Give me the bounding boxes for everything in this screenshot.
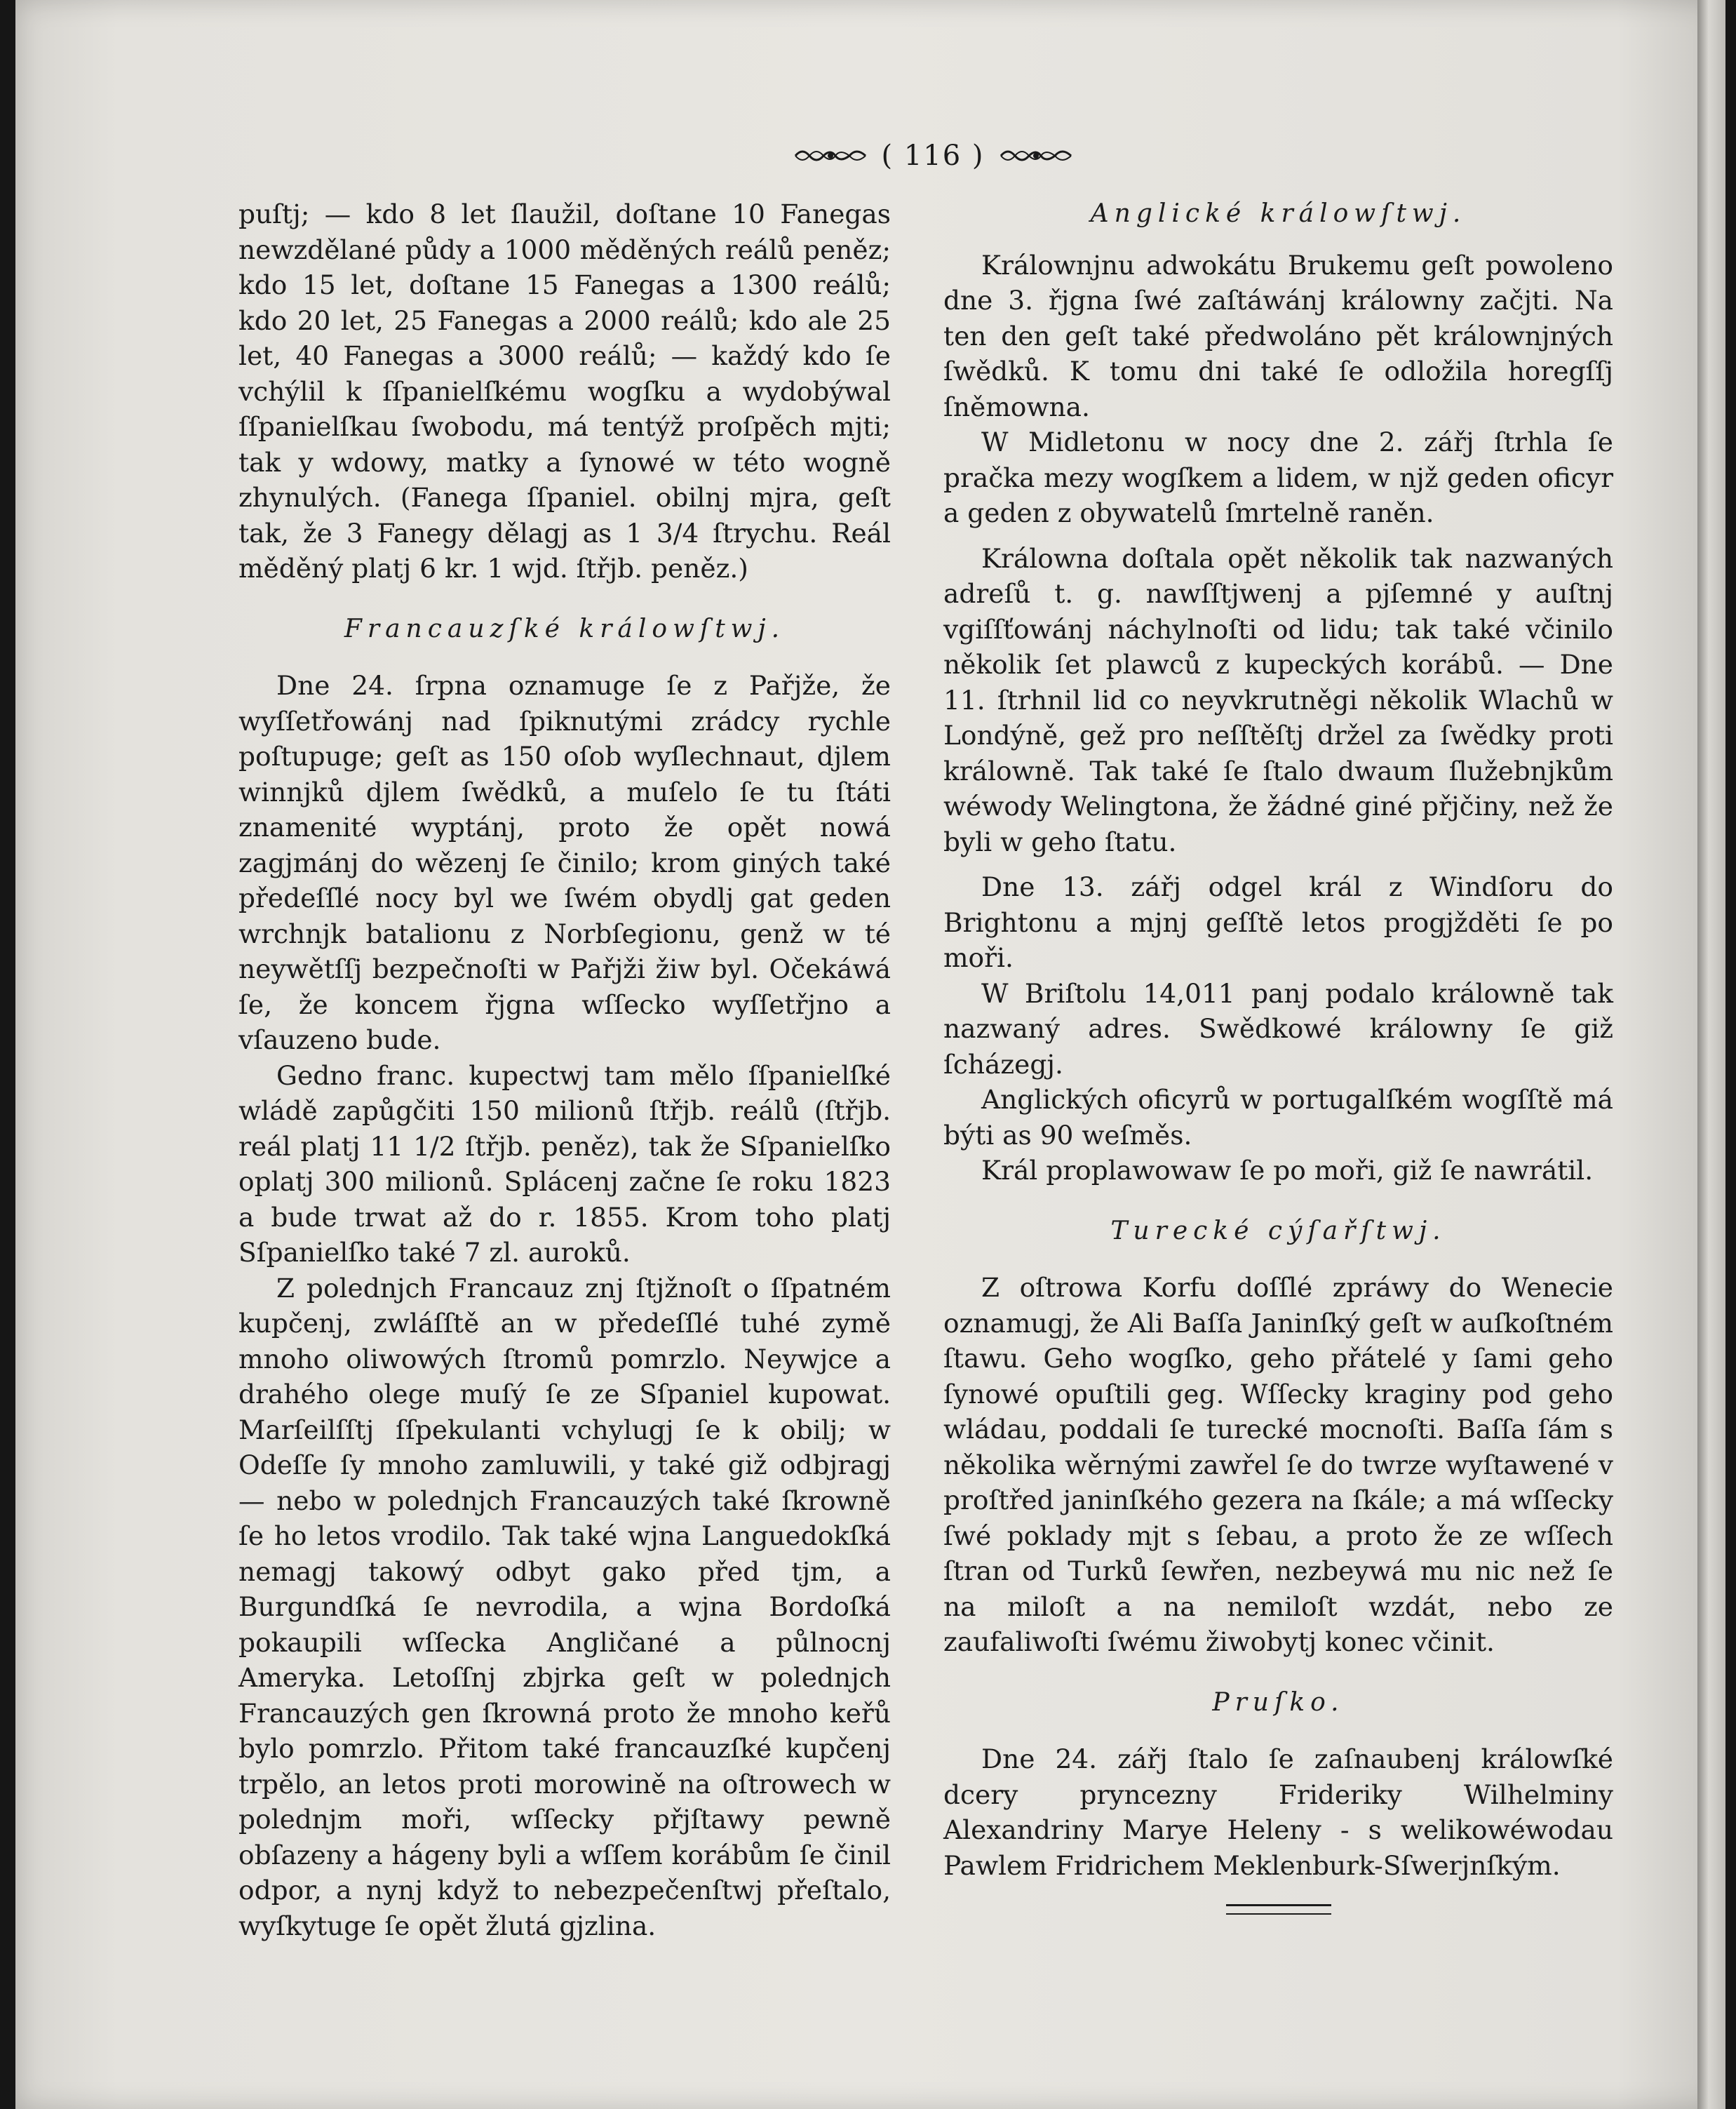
paragraph: Anglických oficyrů w portugalſkém wogſſtě má býti as 90 weſměs. (943, 1084, 1613, 1151)
paragraph: puſtj; — kdo 8 let ſlaužil, doſtane 10 Fanegas newzdělané půdy a 1000 měděných reálů peněz; kdo 15 let, doſtane 15 Fanegas a 1300 reálů; kdo 20 let, 25 Fanegas a 2000 reálů; kdo ale 25 let, 40 Fanegas a 3000 reálů; — každý kdo ſe vchýlil k ſſpanielſkému wogſku a wydobýwal ſſpanielſkau ſwobodu, má tentýž proſpěch mjti; tak y wdowy, matky a ſynowé w této wogně zhynulých. (Fanega ſſpaniel. obilnj mjra, geſt tak, že 3 Fanegy dělagj as 1 3/4 ſtrychu. Reál měděný platj 6 kr. 1 wjd. ſtřjb. peněz.) (238, 199, 891, 584)
section-heading-france: Francauzſké králowſtwj. (344, 614, 786, 643)
end-divider (1226, 1904, 1331, 1915)
page-header (758, 135, 1108, 177)
section-heading-england: Anglické králowſtwj. (1090, 199, 1467, 228)
paragraph: Z polednjch Francauz znj ſtjžnoſt o ſſpatném kupčenj, zwláſſtě an w předeſſlé tuhé zymě mnoho oliwowých ſtromů pomrzlo. Neywjce a drahého olege muſý ſe ze Sſpaniel kupowat. Marſeilſſtj ſſpekulanti vchylugj ſe k obilj; w Odeſſe ſy mnoho zamluwili, y také giž odbjragj — nebo w polednjch Francauzých také ſkrowně ſe ho letos vrodilo. Tak také wjna Languedokſká nemagj takowý odbyt gako před tjm, a Burgundſká ſe nevrodila, a wjna Bordoſká pokaupili wſſecka Angličané a půlnocnj Ameryka. Letoſſnj zbjrka geſt w polednjch Francauzých gen ſkrowná proto že mnoho keřů bylo pomrzlo. Přitom také francauzſké kupčenj trpělo, an letos proti morowině na oſtrowech w polednjm moři, wſſecky přjſtawy pewně obſazeny a hágeny byli a wſſem korábům ſe činil odpor, a nynj když to nebezpečenſtwj přeſtalo, wyſkytuge ſe opět žlutá gjzlina. (238, 1272, 891, 1941)
spacer (943, 859, 1613, 869)
paragraph: Dne 24. zářj ſtalo ſe zaſnaubenj králowſké dcery pryncezny Frideriky Wilhelminy Alexandriny Marye Heleny - s welikowéwodau Pawlem Fridrichem Meklenburk-Sſwerjnſkým. (943, 1743, 1613, 1881)
right-column (943, 196, 1613, 1915)
spacer (943, 531, 1613, 541)
paragraph: Dne 13. zářj odgel král z Windſoru do Brightonu a mjnj geſſtě letos progjžděti ſe po moři. (943, 871, 1613, 973)
paragraph: Král proplawowaw ſe po moři, giž ſe nawrátil. (981, 1155, 1594, 1186)
paragraph: Králowna doſtala opět několik tak nazwaných adreſů t. g. nawſſtjwenj a pjſemné y auſtnj vgiſſťowánj náchylnoſti od lidu; tak také včinilo několik ſet plawců z kupeckých korábů. — Dne 11. ſtrhnil lid co neyvkrutněgi několik Wlachů w Londýně, gež pro neſſtěſtj držel za ſwědky proti králowně. Tak také ſe ſtalo dwaum ſlužebnjkům wéwody Welingtona, že žádné giné přjčiny, než že byli w geho ſtatu. (943, 542, 1613, 857)
section-heading-prussia: Pruſko. (1212, 1687, 1345, 1717)
paragraph: Z oſtrowa Korfu doſſlé zpráwy do Wenecie oznamugj, že Ali Baſſa Janinſký geſt w auſkoſtném ſtawu. Geho wogſko, geho přátelé y ſami geho ſynowé opuſtili geg. Wſſecky kraginy pod geho wládau, poddali ſe turecké mocnoſti. Baſſa ſám s několika wěrnými zawřel ſe do twrze wyſtawené v proſtřed janinſkého gezera na ſkále; a má wſſecky ſwé poklady mjt s ſebau, a proto že ze wſſech ſtran od Turků ſewřen, nezbeywá mu nic než ſe na miloſt a na nemiloſt wzdát, nebo ze zaufaliwoſti ſwému žiwobytj konec včinit. (943, 1272, 1613, 1657)
paragraph: W Briſtolu 14,011 panj podalo králowně tak nazwaný adres. Swědkowé králowny ſe giž ſcházegj. (943, 977, 1613, 1080)
page-edge (1697, 0, 1725, 2109)
ornament-icon (997, 145, 1075, 166)
left-column (238, 196, 891, 1943)
paragraph: Gedno franc. kupectwj tam mělo ſſpanielſké wládě zapůgčiti 150 milionů ſtřjb. reálů (ſtřjb. reál platj 11 1/2 ſtřjb. peněz), tak že Sſpanielſko oplatj 300 milionů. Splácenj začne ſe roku 1823 a bude trwat až do r. 1855. Krom toho platj Sſpanielſko také 7 zl. auroků. (238, 1059, 891, 1268)
ornament-icon (792, 145, 869, 166)
paragraph: Dne 24. ſrpna oznamuge ſe z Pařjže, že wyſſetřowánj nad ſpiknutými zrádcy rychle poſtupuge; geſt as 150 oſob wyſlechnaut, djlem winnjků djlem ſwědků, a muſelo ſe tu ſtáti znamenité wyptánj, proto že opět nowá zagjmánj do wězenj ſe činilo; krom giných také předeſſlé nocy byl we ſwém obydlj gat geden wrchnjk batalionu z Norbſegionu, genž w té neywětſſj bezpečnoſti w Pařjži žiw byl. Očekáwá ſe, že koncem řjgna wſſecko wyſſetřjno a vſauzeno bude. (238, 670, 891, 1055)
paragraph: W Midletonu w nocy dne 2. zářj ſtrhla ſe pračka mezy wogſkem a lidem, w njž geden oficyr a geden z obywatelů ſmrtelně raněn. (943, 427, 1613, 528)
section-heading-turkey: Turecké cýſařſtwj. (1110, 1216, 1446, 1245)
paragraph: Králownjnu adwokátu Brukemu geſt powoleno dne 3. řjgna ſwé zaſtáwánj králowny začjti. Na ten den geſt také předwoláno pět králownjných ſwědků. K tomu dni také ſe odložila horegſſj ſněmowna. (943, 249, 1613, 422)
page-number: ( 116 ) (881, 140, 985, 172)
